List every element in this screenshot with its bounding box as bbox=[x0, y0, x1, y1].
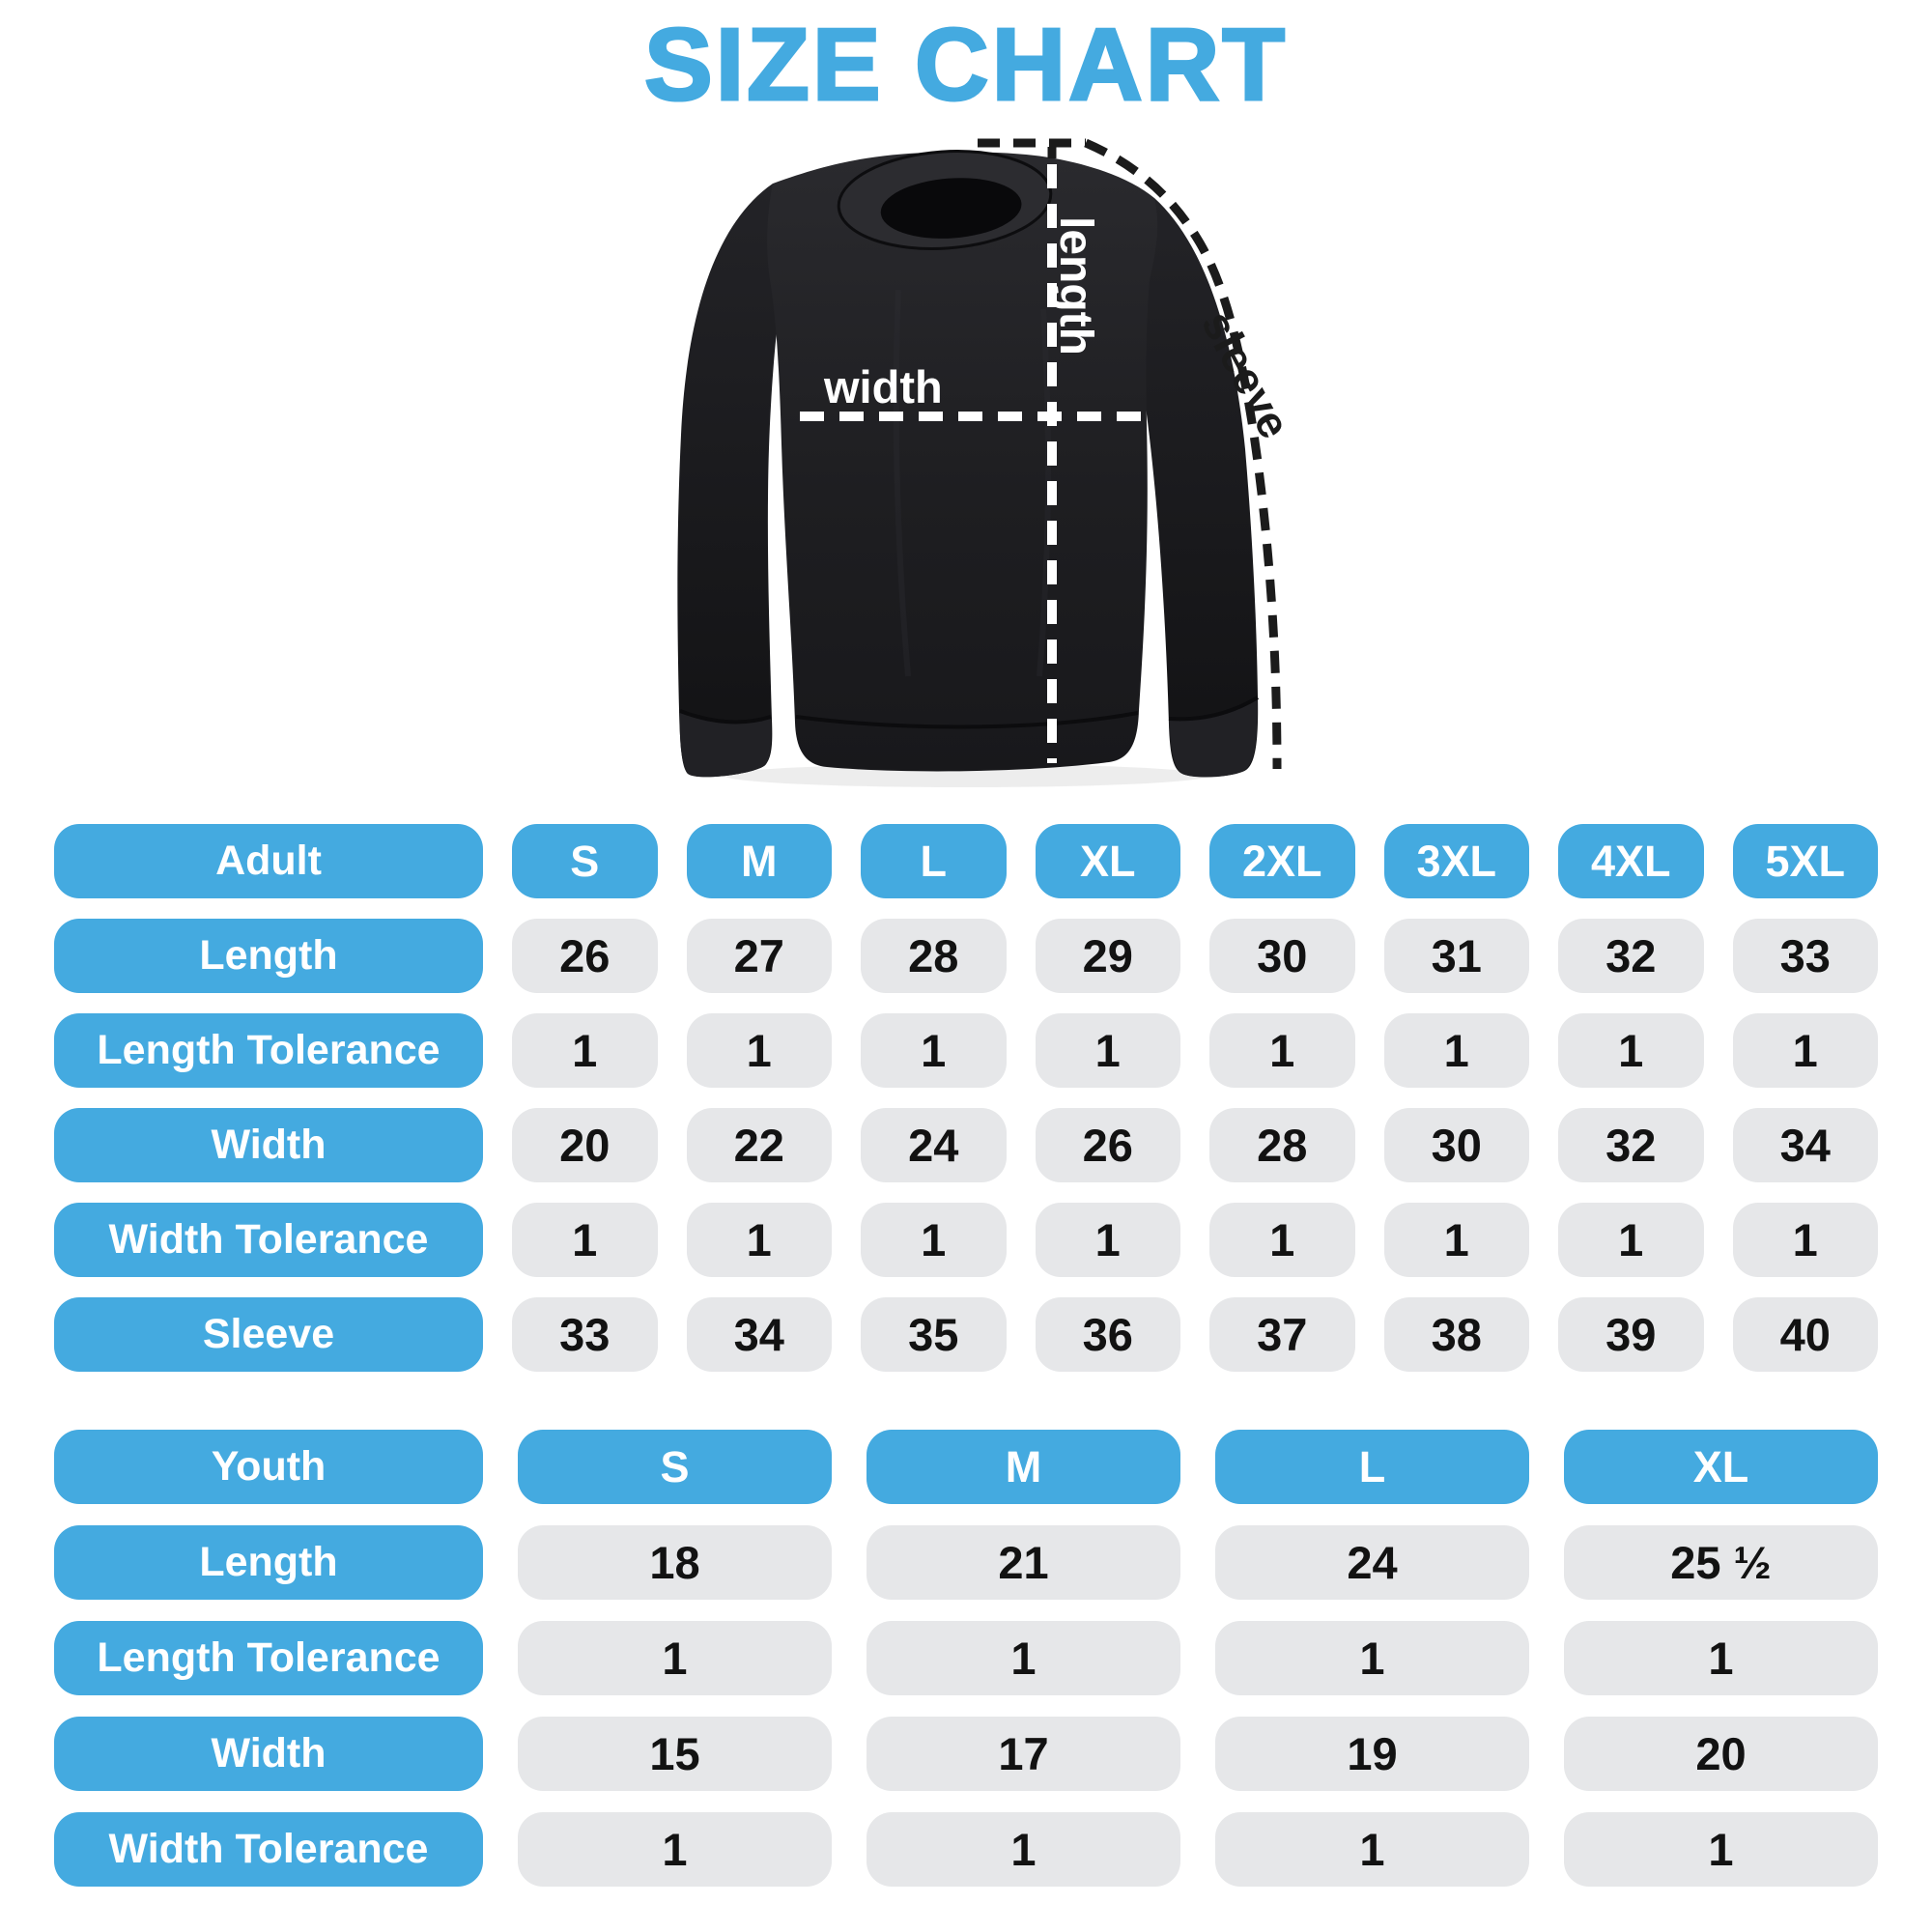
table-value: 24 bbox=[1215, 1525, 1529, 1600]
adult-header-label: Adult bbox=[54, 824, 483, 898]
table-value: 1 bbox=[512, 1203, 658, 1277]
table-value: 1 bbox=[1384, 1203, 1530, 1277]
table-value: 30 bbox=[1384, 1108, 1530, 1182]
youth-header-label: Youth bbox=[54, 1430, 483, 1504]
table-value: 1 bbox=[1564, 1621, 1878, 1695]
table-value: 1 bbox=[861, 1203, 1007, 1277]
table-value: 1 bbox=[1215, 1812, 1529, 1887]
page-title: SIZE CHART bbox=[644, 8, 1288, 122]
adult-size-col-4xl: 4XL bbox=[1558, 824, 1704, 898]
youth-size-col-s: S bbox=[518, 1430, 832, 1504]
table-value: 31 bbox=[1384, 919, 1530, 993]
table-value: 20 bbox=[512, 1108, 658, 1182]
youth-row-label-length-tolerance: Length Tolerance bbox=[54, 1621, 483, 1695]
adult-size-col-xl: XL bbox=[1036, 824, 1181, 898]
adult-row-label-width-tolerance: Width Tolerance bbox=[54, 1203, 483, 1277]
table-value: 1 bbox=[518, 1812, 832, 1887]
table-value: 1 bbox=[1036, 1013, 1181, 1088]
table-value: 1 bbox=[1036, 1203, 1181, 1277]
table-value: 1 bbox=[1209, 1203, 1355, 1277]
youth-size-table bbox=[54, 1430, 1878, 1887]
adult-size-col-2xl: 2XL bbox=[1209, 824, 1355, 898]
table-value: 1 bbox=[867, 1621, 1180, 1695]
table-value: 1 bbox=[867, 1812, 1180, 1887]
table-value: 28 bbox=[861, 919, 1007, 993]
adult-row-label-width: Width bbox=[54, 1108, 483, 1182]
youth-row-label-length: Length bbox=[54, 1525, 483, 1600]
table-value: 36 bbox=[1036, 1297, 1181, 1372]
table-value: 32 bbox=[1558, 919, 1704, 993]
table-value: 1 bbox=[1209, 1013, 1355, 1088]
table-value: 27 bbox=[687, 919, 833, 993]
table-value: 1 bbox=[1384, 1013, 1530, 1088]
table-value: 26 bbox=[512, 919, 658, 993]
table-value: 18 bbox=[518, 1525, 832, 1600]
table-value: 24 bbox=[861, 1108, 1007, 1182]
table-value: 38 bbox=[1384, 1297, 1530, 1372]
table-value: 1 bbox=[1564, 1812, 1878, 1887]
table-value: 17 bbox=[867, 1717, 1180, 1791]
table-value: 37 bbox=[1209, 1297, 1355, 1372]
table-value: 1 bbox=[518, 1621, 832, 1695]
table-value: 28 bbox=[1209, 1108, 1355, 1182]
adult-row-label-length: Length bbox=[54, 919, 483, 993]
table-value: 25 ½ bbox=[1564, 1525, 1878, 1600]
sleeve-measure-label: sleeve bbox=[1192, 302, 1301, 446]
adult-row-label-sleeve: Sleeve bbox=[54, 1297, 483, 1372]
table-value: 35 bbox=[861, 1297, 1007, 1372]
table-value: 30 bbox=[1209, 919, 1355, 993]
table-value: 1 bbox=[1733, 1203, 1879, 1277]
table-value: 40 bbox=[1733, 1297, 1879, 1372]
table-value: 26 bbox=[1036, 1108, 1181, 1182]
adult-size-table bbox=[54, 824, 1878, 1372]
length-measure-label: length bbox=[1050, 216, 1101, 355]
youth-row-label-width-tolerance: Width Tolerance bbox=[54, 1812, 483, 1887]
table-value: 1 bbox=[1215, 1621, 1529, 1695]
table-value: 1 bbox=[512, 1013, 658, 1088]
table-value: 20 bbox=[1564, 1717, 1878, 1791]
table-value: 1 bbox=[861, 1013, 1007, 1088]
adult-size-col-l: L bbox=[861, 824, 1007, 898]
table-value: 33 bbox=[1733, 919, 1879, 993]
table-value: 32 bbox=[1558, 1108, 1704, 1182]
table-value: 33 bbox=[512, 1297, 658, 1372]
table-value: 29 bbox=[1036, 919, 1181, 993]
table-value: 39 bbox=[1558, 1297, 1704, 1372]
table-value: 1 bbox=[687, 1203, 833, 1277]
table-value: 22 bbox=[687, 1108, 833, 1182]
table-value: 21 bbox=[867, 1525, 1180, 1600]
table-value: 1 bbox=[1558, 1203, 1704, 1277]
adult-row-label-length-tolerance: Length Tolerance bbox=[54, 1013, 483, 1088]
adult-size-col-5xl: 5XL bbox=[1733, 824, 1879, 898]
adult-size-col-m: M bbox=[687, 824, 833, 898]
table-value: 1 bbox=[687, 1013, 833, 1088]
table-value: 19 bbox=[1215, 1717, 1529, 1791]
youth-size-col-l: L bbox=[1215, 1430, 1529, 1504]
youth-size-col-xl: XL bbox=[1564, 1430, 1878, 1504]
width-measure-label: width bbox=[824, 361, 943, 412]
youth-size-col-m: M bbox=[867, 1430, 1180, 1504]
adult-size-col-s: S bbox=[512, 824, 658, 898]
table-value: 15 bbox=[518, 1717, 832, 1791]
table-value: 34 bbox=[1733, 1108, 1879, 1182]
table-value: 34 bbox=[687, 1297, 833, 1372]
youth-row-label-width: Width bbox=[54, 1717, 483, 1791]
adult-size-col-3xl: 3XL bbox=[1384, 824, 1530, 898]
table-value: 1 bbox=[1558, 1013, 1704, 1088]
table-value: 1 bbox=[1733, 1013, 1879, 1088]
